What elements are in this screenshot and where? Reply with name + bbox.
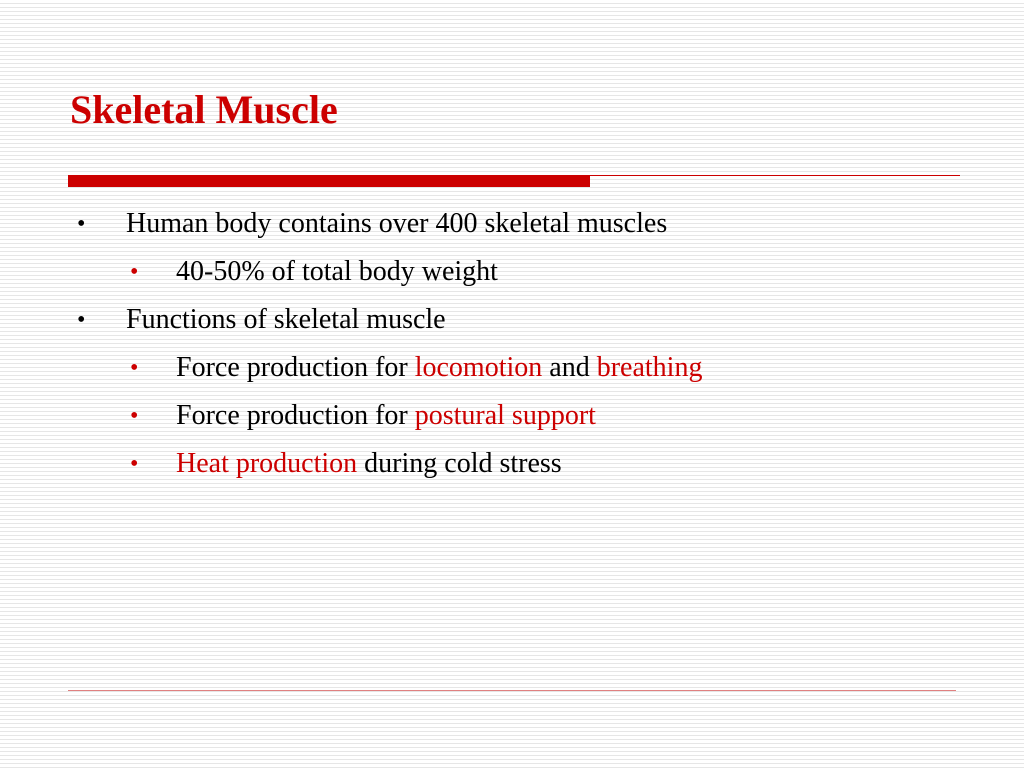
bullet-text-part: during cold stress xyxy=(357,448,562,479)
bullet-marker: • xyxy=(130,451,139,477)
bullet-text xyxy=(126,296,446,344)
highlighted-term: locomotion xyxy=(414,352,543,383)
bullet-text xyxy=(176,440,562,488)
bullet-text-part: Human body contains over 400 skeletal muscles xyxy=(126,208,668,239)
bullet-text-part: Functions of skeletal muscle xyxy=(126,304,446,335)
bullet-text xyxy=(176,392,596,440)
sub-bullet-item xyxy=(0,344,1024,392)
bullet-list xyxy=(0,200,1024,488)
bullet-item xyxy=(0,200,1024,248)
highlighted-term: Heat production xyxy=(176,448,358,479)
bullet-text xyxy=(176,344,702,392)
highlighted-term: breathing xyxy=(596,352,703,383)
bullet-marker: • xyxy=(77,211,86,237)
title-underline-thin xyxy=(590,175,960,176)
bullet-marker: • xyxy=(130,403,139,429)
sub-bullet-item xyxy=(0,392,1024,440)
bullet-marker: • xyxy=(77,307,86,333)
slide-title: Skeletal Muscle xyxy=(70,87,338,132)
bullet-text-part: 40-50% of total body weight xyxy=(176,256,498,287)
bullet-item xyxy=(0,296,1024,344)
highlighted-term: postural support xyxy=(414,400,596,431)
title-underline-thick xyxy=(68,175,590,187)
bullet-text-part: Force production for xyxy=(176,400,415,431)
footer-divider xyxy=(68,690,956,691)
sub-bullet-item xyxy=(0,248,1024,296)
bullet-text xyxy=(176,248,498,296)
bullet-text-part: Force production for xyxy=(176,352,415,383)
bullet-marker: • xyxy=(130,259,139,285)
bullet-marker: • xyxy=(130,355,139,381)
sub-bullet-item xyxy=(0,440,1024,488)
bullet-text-part: and xyxy=(542,352,597,383)
bullet-text xyxy=(126,200,667,248)
